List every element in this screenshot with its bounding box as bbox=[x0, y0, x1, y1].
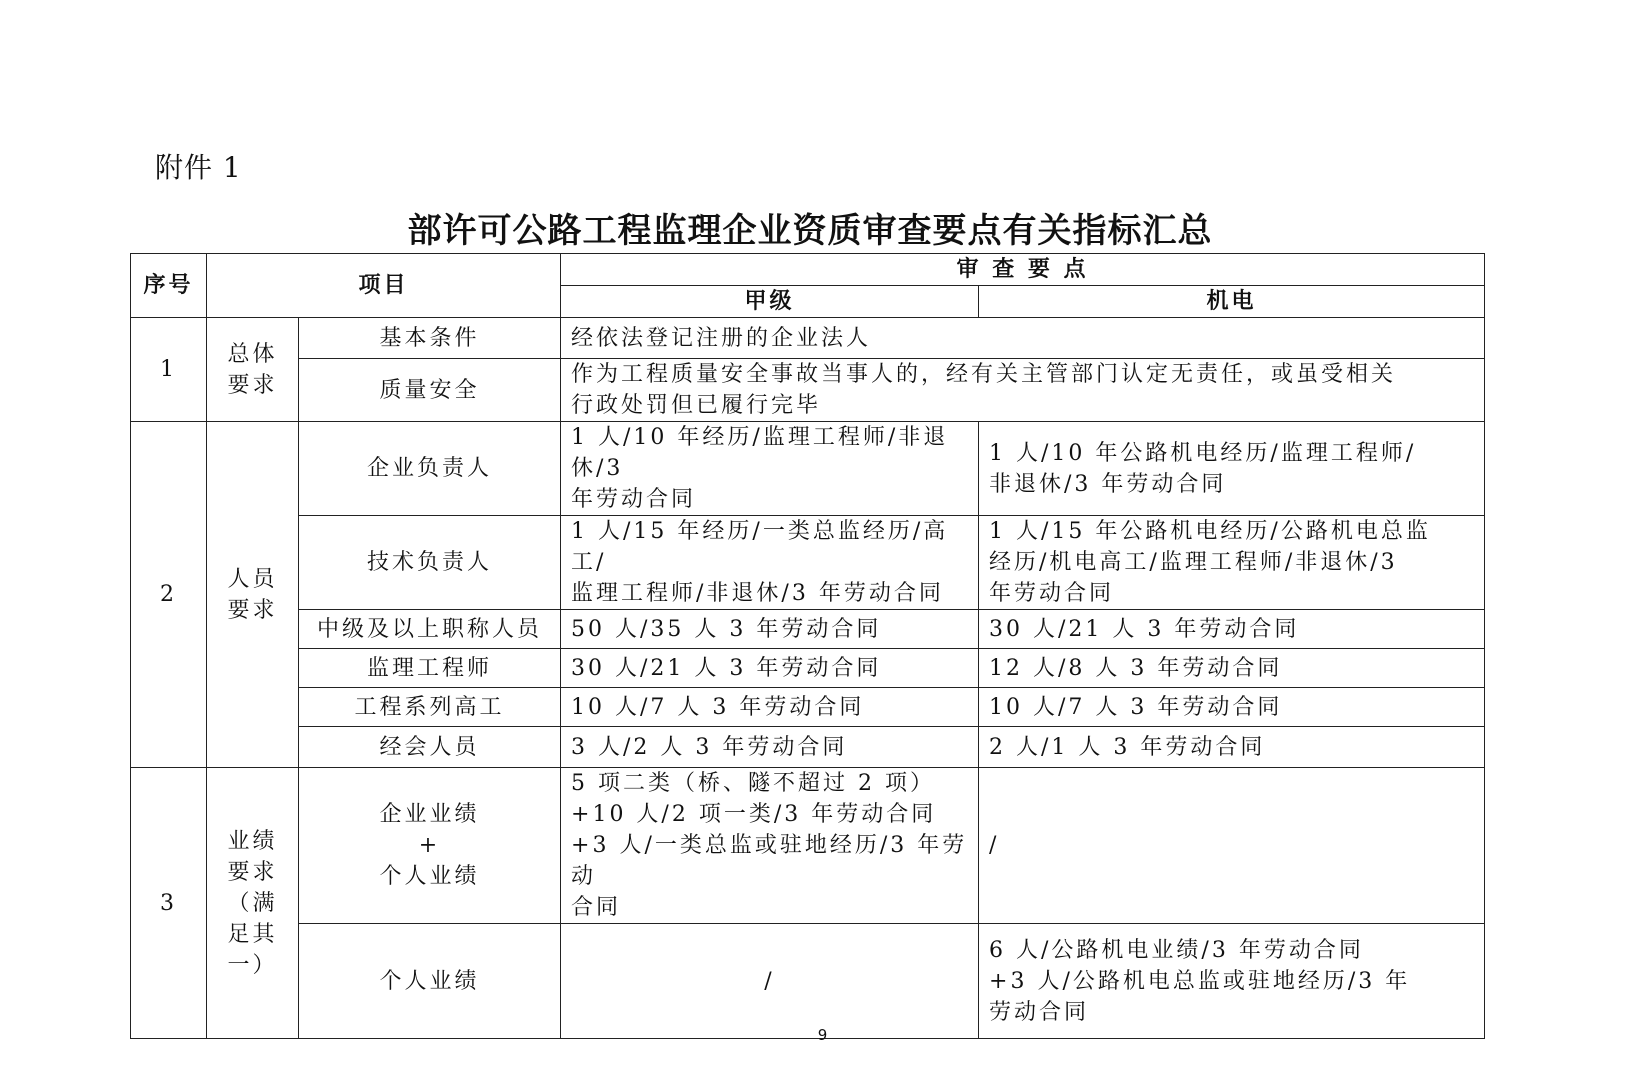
cell-line: 非退休/3 年劳动合同 bbox=[989, 471, 1227, 497]
item-cell: 中级及以上职称人员 bbox=[299, 610, 561, 649]
item-cell: 经会人员 bbox=[299, 727, 561, 768]
electromech-cell bbox=[979, 516, 1485, 610]
table-row bbox=[131, 688, 1485, 727]
cell-line: 个人业绩 bbox=[379, 864, 480, 889]
item-cell: 监理工程师 bbox=[299, 649, 561, 688]
category-line: 业绩 bbox=[227, 828, 278, 854]
grade-a-cell: 50 人/35 人 3 年劳动合同 bbox=[561, 610, 979, 649]
grade-a-cell: 30 人/21 人 3 年劳动合同 bbox=[561, 649, 979, 688]
header-item: 项目 bbox=[207, 254, 561, 318]
cell-line: 1 人/10 年公路机电经历/监理工程师/ bbox=[989, 440, 1417, 466]
header-review-points: 审 查 要 点 bbox=[561, 254, 1485, 286]
header-electromech: 机电 bbox=[979, 286, 1485, 318]
category-line: 要求 bbox=[227, 859, 278, 885]
cell-line: 劳动合同 bbox=[989, 999, 1090, 1025]
grade-a-cell: 3 人/2 人 3 年劳动合同 bbox=[561, 727, 979, 768]
electromech-cell: 10 人/7 人 3 年劳动合同 bbox=[979, 688, 1485, 727]
item-cell: 质量安全 bbox=[299, 359, 561, 422]
grade-a-cell bbox=[561, 422, 979, 516]
grade-a-cell: 10 人/7 人 3 年劳动合同 bbox=[561, 688, 979, 727]
item-cell: 企业负责人 bbox=[299, 422, 561, 516]
cell-line: +10 人/2 项一类/3 年劳动合同 bbox=[571, 802, 937, 827]
seq-cell: 1 bbox=[131, 318, 207, 422]
table-row bbox=[131, 727, 1485, 768]
grade-a-cell: / bbox=[561, 924, 979, 1039]
cell-line: 5 项二类（桥、隧不超过 2 项） bbox=[571, 771, 935, 796]
category-cell bbox=[207, 318, 299, 422]
cell-line: +3 人/公路机电总监或驻地经历/3 年 bbox=[989, 968, 1411, 994]
item-cell: 基本条件 bbox=[299, 318, 561, 359]
item-cell: 技术负责人 bbox=[299, 516, 561, 610]
category-line: 总体 bbox=[227, 341, 278, 367]
table-row bbox=[131, 516, 1485, 610]
table-row bbox=[131, 610, 1485, 649]
page-number: 9 bbox=[817, 1026, 828, 1044]
table-row bbox=[131, 649, 1485, 688]
cell-line: 企业业绩 bbox=[379, 802, 480, 827]
header-row bbox=[131, 254, 1485, 286]
cell-line: 监理工程师/非退休/3 年劳动合同 bbox=[571, 581, 944, 606]
electromech-cell: 2 人/1 人 3 年劳动合同 bbox=[979, 727, 1485, 768]
cell-line: 行政处罚但已履行完毕 bbox=[571, 393, 822, 418]
category-line: 要求 bbox=[227, 597, 278, 623]
seq-cell: 3 bbox=[131, 768, 207, 1039]
cell-line: 年劳动合同 bbox=[571, 487, 697, 512]
grade-a-cell bbox=[561, 768, 979, 924]
header-grade-a: 甲级 bbox=[561, 286, 979, 318]
grade-a-cell bbox=[561, 516, 979, 610]
cell-line: 作为工程质量安全事故当事人的，经有关主管部门认定无责任，或虽受相关 bbox=[571, 362, 1397, 387]
cell-line: + bbox=[418, 833, 441, 858]
category-line: 足其 bbox=[227, 921, 278, 947]
merged-requirement-cell: 经依法登记注册的企业法人 bbox=[561, 318, 1485, 359]
category-cell bbox=[207, 422, 299, 768]
category-cell bbox=[207, 768, 299, 1039]
item-cell: 个人业绩 bbox=[299, 924, 561, 1039]
cell-line: 年劳动合同 bbox=[989, 581, 1115, 606]
document-title: 部许可公路工程监理企业资质审查要点有关指标汇总 bbox=[407, 211, 1213, 251]
cell-line: 合同 bbox=[571, 895, 622, 920]
category-line: （满 bbox=[227, 890, 278, 916]
indicator-table bbox=[130, 253, 1485, 1039]
cell-line: 1 人/15 年公路机电经历/公路机电总监 bbox=[989, 519, 1431, 544]
category-line: 人员 bbox=[227, 566, 278, 592]
electromech-cell: / bbox=[979, 768, 1485, 924]
electromech-cell bbox=[979, 422, 1485, 516]
electromech-cell: 30 人/21 人 3 年劳动合同 bbox=[979, 610, 1485, 649]
seq-cell: 2 bbox=[131, 422, 207, 768]
table-row bbox=[131, 924, 1485, 1039]
cell-line: 1 人/10 年经历/监理工程师/非退休/3 bbox=[571, 425, 949, 481]
item-cell bbox=[299, 768, 561, 924]
electromech-cell bbox=[979, 924, 1485, 1039]
category-line: 一） bbox=[227, 952, 278, 978]
cell-line: 经历/机电高工/监理工程师/非退休/3 bbox=[989, 550, 1398, 575]
category-line: 要求 bbox=[227, 372, 278, 398]
item-cell: 工程系列高工 bbox=[299, 688, 561, 727]
merged-requirement-cell bbox=[561, 359, 1485, 422]
electromech-cell: 12 人/8 人 3 年劳动合同 bbox=[979, 649, 1485, 688]
table-row bbox=[131, 422, 1485, 516]
cell-line: +3 人/一类总监或驻地经历/3 年劳动 bbox=[571, 833, 968, 889]
attachment-label: 附件 1 bbox=[155, 151, 242, 184]
cell-line: 6 人/公路机电业绩/3 年劳动合同 bbox=[989, 937, 1364, 963]
table-row bbox=[131, 318, 1485, 359]
header-seq: 序号 bbox=[131, 254, 207, 318]
table-row bbox=[131, 768, 1485, 924]
cell-line: 1 人/15 年经历/一类总监经历/高工/ bbox=[571, 519, 949, 575]
table-row bbox=[131, 359, 1485, 422]
